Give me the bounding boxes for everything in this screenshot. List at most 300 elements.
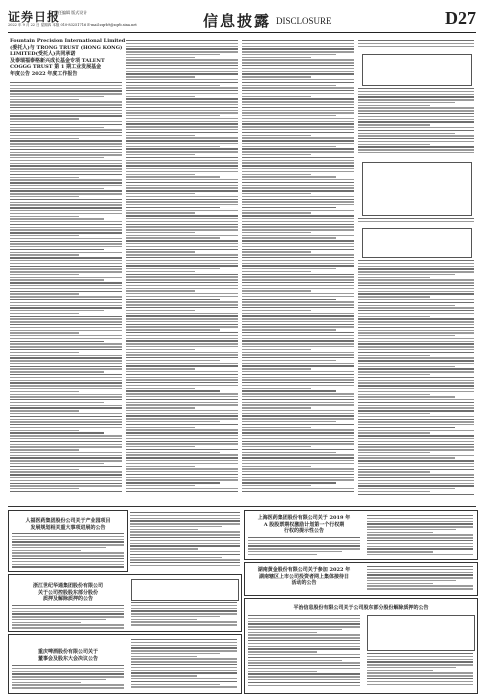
text-line	[126, 265, 238, 266]
text-line	[130, 512, 240, 513]
text-line	[248, 548, 360, 549]
text-line	[126, 338, 238, 339]
text-line	[358, 399, 474, 400]
text-line	[126, 285, 238, 286]
text-line	[126, 404, 238, 405]
text-line	[367, 534, 473, 535]
title-line: 湖南辖区上市公司投资者网上集体接待日	[258, 573, 349, 580]
text-line	[126, 477, 238, 478]
text-line	[126, 96, 195, 97]
text-line	[242, 90, 354, 91]
text-line	[126, 140, 238, 141]
text-line	[126, 46, 238, 47]
text-line	[131, 670, 237, 671]
text-line	[126, 135, 195, 136]
text-line	[10, 202, 122, 203]
text-line	[12, 550, 81, 551]
text-line	[131, 645, 237, 646]
text-line	[358, 474, 474, 475]
text-line	[242, 107, 354, 108]
text-line	[131, 642, 237, 643]
text-line	[367, 670, 433, 671]
text-line	[358, 274, 455, 275]
text-line	[131, 686, 237, 687]
text-line	[130, 551, 240, 552]
text-line	[126, 296, 238, 297]
text-line	[10, 410, 79, 411]
text-line	[10, 268, 122, 269]
text-line	[242, 265, 354, 266]
text-line	[126, 107, 238, 108]
text-line	[242, 76, 311, 77]
text-line	[12, 533, 124, 534]
text-line	[10, 463, 104, 464]
text-line	[358, 107, 474, 108]
text-line	[126, 232, 195, 233]
text-line	[358, 91, 474, 92]
text-line	[358, 296, 430, 297]
text-line	[126, 388, 195, 389]
text-line	[10, 163, 122, 164]
section-divider	[8, 506, 476, 507]
text-line	[242, 207, 336, 208]
text-line	[131, 608, 237, 609]
text-line	[10, 140, 122, 141]
text-line	[358, 99, 474, 100]
text-line	[358, 483, 474, 484]
text-line	[130, 554, 240, 555]
text-line	[10, 444, 122, 445]
text-line	[10, 182, 122, 183]
text-line	[242, 162, 354, 163]
text-line	[10, 88, 122, 89]
table-block	[362, 228, 472, 258]
text-line	[126, 226, 238, 227]
text-line	[242, 285, 354, 286]
text-line	[10, 480, 122, 481]
text-line	[126, 121, 238, 122]
text-line	[367, 515, 473, 516]
text-line	[126, 237, 220, 238]
text-line	[358, 396, 455, 397]
text-line	[126, 427, 195, 428]
text-line	[126, 218, 238, 219]
text-line	[242, 371, 354, 372]
text-line	[242, 379, 354, 380]
text-line	[358, 146, 474, 147]
text-line	[126, 93, 238, 94]
text-line	[358, 316, 430, 317]
main-article-column-4a	[358, 88, 474, 158]
text-line	[10, 357, 122, 358]
text-line	[10, 246, 122, 247]
text-line	[242, 354, 354, 355]
text-line	[358, 363, 474, 364]
text-line	[367, 661, 473, 662]
text-line	[242, 393, 354, 394]
text-line	[242, 46, 354, 47]
text-line	[242, 237, 336, 238]
text-line	[131, 678, 237, 679]
text-line	[126, 326, 238, 327]
text-line	[358, 432, 430, 433]
text-line	[358, 338, 474, 339]
text-line	[10, 252, 122, 253]
text-line	[12, 673, 124, 674]
text-line	[10, 419, 122, 420]
text-line	[10, 143, 122, 144]
text-line	[358, 313, 474, 314]
text-line	[242, 82, 354, 83]
text-line	[248, 685, 360, 686]
text-line	[126, 48, 238, 49]
text-line	[10, 343, 122, 344]
text-line	[10, 332, 79, 333]
text-line	[10, 282, 122, 283]
text-line	[126, 282, 238, 283]
text-line	[242, 396, 354, 397]
text-line	[126, 402, 238, 403]
text-line	[10, 460, 122, 461]
text-line	[242, 210, 354, 211]
text-line	[10, 330, 122, 331]
text-line	[242, 346, 354, 347]
dateline: 2022 年 9 月 22 日 星期四 本版 010-83251716 E-mail:zqrb9@zqrb.sina.net	[8, 23, 137, 27]
text-line	[130, 559, 240, 560]
text-line	[126, 154, 195, 155]
text-line	[242, 251, 311, 252]
text-line	[10, 229, 122, 230]
text-line	[10, 199, 122, 200]
text-line	[242, 404, 354, 405]
text-line	[358, 133, 455, 134]
text-line	[358, 46, 474, 47]
text-line	[358, 368, 474, 369]
text-line	[10, 416, 122, 417]
text-line	[10, 483, 122, 484]
text-line	[242, 101, 354, 102]
text-line	[126, 73, 238, 74]
text-line	[126, 293, 238, 294]
text-line	[358, 491, 430, 492]
text-line	[358, 279, 474, 280]
text-line	[242, 488, 354, 489]
article-box	[244, 510, 478, 560]
text-line	[242, 438, 354, 439]
text-line	[248, 646, 360, 647]
text-line	[242, 165, 354, 166]
text-line	[126, 418, 238, 419]
text-line	[242, 329, 336, 330]
text-line	[130, 548, 198, 549]
text-line	[10, 360, 122, 361]
text-line	[126, 301, 238, 302]
text-line	[130, 520, 240, 521]
text-line	[358, 116, 474, 117]
text-line	[242, 93, 354, 94]
article-title	[247, 515, 361, 535]
text-line	[12, 668, 124, 669]
text-line	[242, 301, 354, 302]
text-line	[126, 452, 220, 453]
text-line	[367, 574, 473, 575]
text-line	[367, 672, 473, 673]
text-line	[248, 640, 360, 641]
text-line	[131, 616, 220, 617]
text-line	[10, 424, 122, 425]
text-line	[367, 681, 473, 682]
text-line	[10, 324, 122, 325]
text-line	[12, 611, 124, 612]
text-line	[358, 366, 455, 367]
text-line	[358, 305, 455, 306]
text-line	[367, 540, 473, 541]
main-article-column-4-top	[358, 40, 474, 50]
text-line	[358, 349, 474, 350]
title-line: 平治信息股份有限公司关于公司股东部分股份解除质押的公告	[293, 605, 429, 611]
text-line	[126, 443, 238, 444]
text-line	[126, 396, 238, 397]
text-line	[10, 210, 122, 211]
text-line	[126, 299, 220, 300]
text-line	[10, 213, 122, 214]
text-line	[358, 271, 474, 272]
text-line	[10, 421, 122, 422]
text-line	[126, 62, 238, 63]
text-line	[126, 76, 195, 77]
text-line	[242, 427, 311, 428]
text-line	[358, 341, 474, 342]
text-line	[242, 349, 311, 350]
text-line	[358, 263, 474, 264]
text-line	[358, 302, 474, 303]
text-line	[131, 656, 197, 657]
text-line	[12, 608, 124, 609]
text-line	[126, 82, 238, 83]
text-line	[10, 179, 122, 180]
article-body	[130, 512, 240, 570]
article-box	[8, 634, 242, 694]
text-line	[10, 466, 122, 467]
text-line	[10, 366, 122, 367]
text-line	[242, 424, 354, 425]
text-line	[10, 438, 122, 439]
text-line	[10, 174, 122, 175]
text-line	[242, 368, 311, 369]
text-line	[130, 565, 240, 566]
article-body	[367, 566, 473, 592]
text-line	[126, 143, 238, 144]
text-line	[242, 402, 354, 403]
text-line	[242, 129, 354, 130]
text-line	[126, 377, 238, 378]
text-line	[126, 466, 195, 467]
text-line	[126, 171, 238, 172]
text-line	[12, 613, 124, 614]
text-line	[242, 59, 354, 60]
text-line	[126, 118, 238, 119]
text-line	[242, 485, 311, 486]
text-line	[248, 657, 360, 658]
title-line: 湖南黄金股份有限公司关于参加 2022 年	[257, 567, 351, 573]
text-line	[126, 129, 238, 130]
text-line	[358, 332, 474, 333]
text-line	[367, 548, 473, 549]
text-line	[126, 354, 238, 355]
text-line	[126, 229, 238, 230]
text-line	[10, 338, 122, 339]
text-line	[242, 491, 354, 492]
text-line	[242, 290, 311, 291]
text-line	[126, 318, 238, 319]
text-line	[242, 299, 336, 300]
text-line	[358, 144, 430, 145]
text-line	[10, 243, 122, 244]
text-line	[367, 518, 473, 519]
text-line	[248, 648, 360, 649]
text-line	[126, 424, 238, 425]
text-line	[10, 271, 122, 272]
text-line	[126, 329, 220, 330]
text-line	[242, 288, 354, 289]
text-line	[130, 540, 240, 541]
text-line	[10, 302, 122, 303]
title-line: 董事会及股东大会决议公告	[37, 655, 98, 662]
text-line	[126, 435, 238, 436]
text-line	[358, 43, 474, 44]
text-line	[242, 296, 354, 297]
text-line	[242, 332, 354, 333]
text-line	[242, 229, 354, 230]
text-line	[248, 540, 360, 541]
text-line	[242, 257, 354, 258]
text-line	[12, 684, 124, 685]
text-line	[242, 221, 354, 222]
title-line: 上海医药集团股份有限公司关于 2019 年	[257, 515, 351, 521]
text-line	[12, 605, 124, 606]
text-line	[358, 485, 474, 486]
text-line	[242, 246, 354, 247]
title-line: A 股股票期权激励计划第一个行权期	[263, 521, 345, 528]
text-line	[126, 343, 238, 344]
text-line	[358, 321, 474, 322]
title-line: 质押及解除质押的公告	[42, 596, 93, 602]
text-line	[358, 449, 474, 450]
text-line	[242, 185, 354, 186]
text-line	[131, 639, 237, 640]
text-line	[126, 110, 238, 111]
text-line	[242, 293, 354, 294]
text-line	[126, 157, 238, 158]
text-line	[126, 429, 238, 430]
text-line	[10, 157, 104, 158]
text-line	[10, 235, 79, 236]
text-line	[242, 407, 311, 408]
text-line	[358, 88, 474, 89]
text-line	[10, 285, 122, 286]
text-line	[242, 71, 354, 72]
title-line: 浙江世纪华通集团股份有限公司	[32, 583, 103, 589]
text-line	[126, 460, 238, 461]
article-box	[244, 562, 478, 596]
text-line	[242, 160, 354, 161]
text-line	[126, 310, 195, 311]
text-line	[248, 671, 317, 672]
text-line	[358, 410, 474, 411]
text-line	[358, 291, 474, 292]
text-line	[12, 619, 106, 620]
text-line	[126, 251, 195, 252]
text-line	[126, 193, 195, 194]
text-line	[358, 96, 474, 97]
text-line	[10, 190, 122, 191]
text-line	[126, 368, 195, 369]
text-line	[242, 279, 354, 280]
text-line	[242, 454, 354, 455]
main-article-column-4b	[358, 218, 474, 226]
text-line	[242, 340, 354, 341]
article-body	[248, 615, 360, 689]
main-article-title	[10, 38, 138, 77]
text-line	[12, 539, 124, 540]
text-line	[358, 121, 474, 122]
text-line	[126, 382, 238, 383]
text-line	[248, 682, 360, 683]
text-line	[126, 271, 195, 272]
text-line	[126, 57, 195, 58]
text-line	[358, 113, 474, 114]
text-line	[242, 326, 354, 327]
text-line	[126, 413, 238, 414]
text-line	[242, 482, 336, 483]
table-block	[367, 615, 475, 651]
text-line	[358, 444, 474, 445]
text-line	[10, 266, 122, 267]
section-title-english: DISCLOSURE	[276, 16, 332, 26]
text-line	[367, 675, 473, 676]
text-line	[358, 357, 474, 358]
text-line	[12, 541, 124, 542]
text-line	[367, 532, 433, 533]
text-line	[131, 658, 237, 659]
text-line	[242, 140, 354, 141]
text-line	[358, 407, 474, 408]
title-line: Fountain Precision International Limited	[10, 38, 126, 44]
text-line	[367, 572, 473, 573]
text-line	[242, 218, 354, 219]
text-line	[358, 385, 474, 386]
text-line	[242, 143, 354, 144]
text-line	[358, 455, 474, 456]
text-line	[10, 110, 122, 111]
text-line	[130, 562, 240, 563]
text-line	[242, 176, 336, 177]
text-line	[126, 123, 238, 124]
text-line	[10, 99, 79, 100]
text-line	[126, 201, 238, 202]
text-line	[126, 313, 238, 314]
text-line	[242, 96, 311, 97]
text-line	[242, 399, 354, 400]
text-line	[10, 193, 122, 194]
article-body	[12, 665, 124, 691]
text-line	[358, 371, 474, 372]
text-line	[248, 537, 360, 538]
text-line	[248, 551, 342, 552]
text-line	[358, 469, 474, 470]
text-line	[126, 85, 220, 86]
text-line	[358, 424, 474, 425]
